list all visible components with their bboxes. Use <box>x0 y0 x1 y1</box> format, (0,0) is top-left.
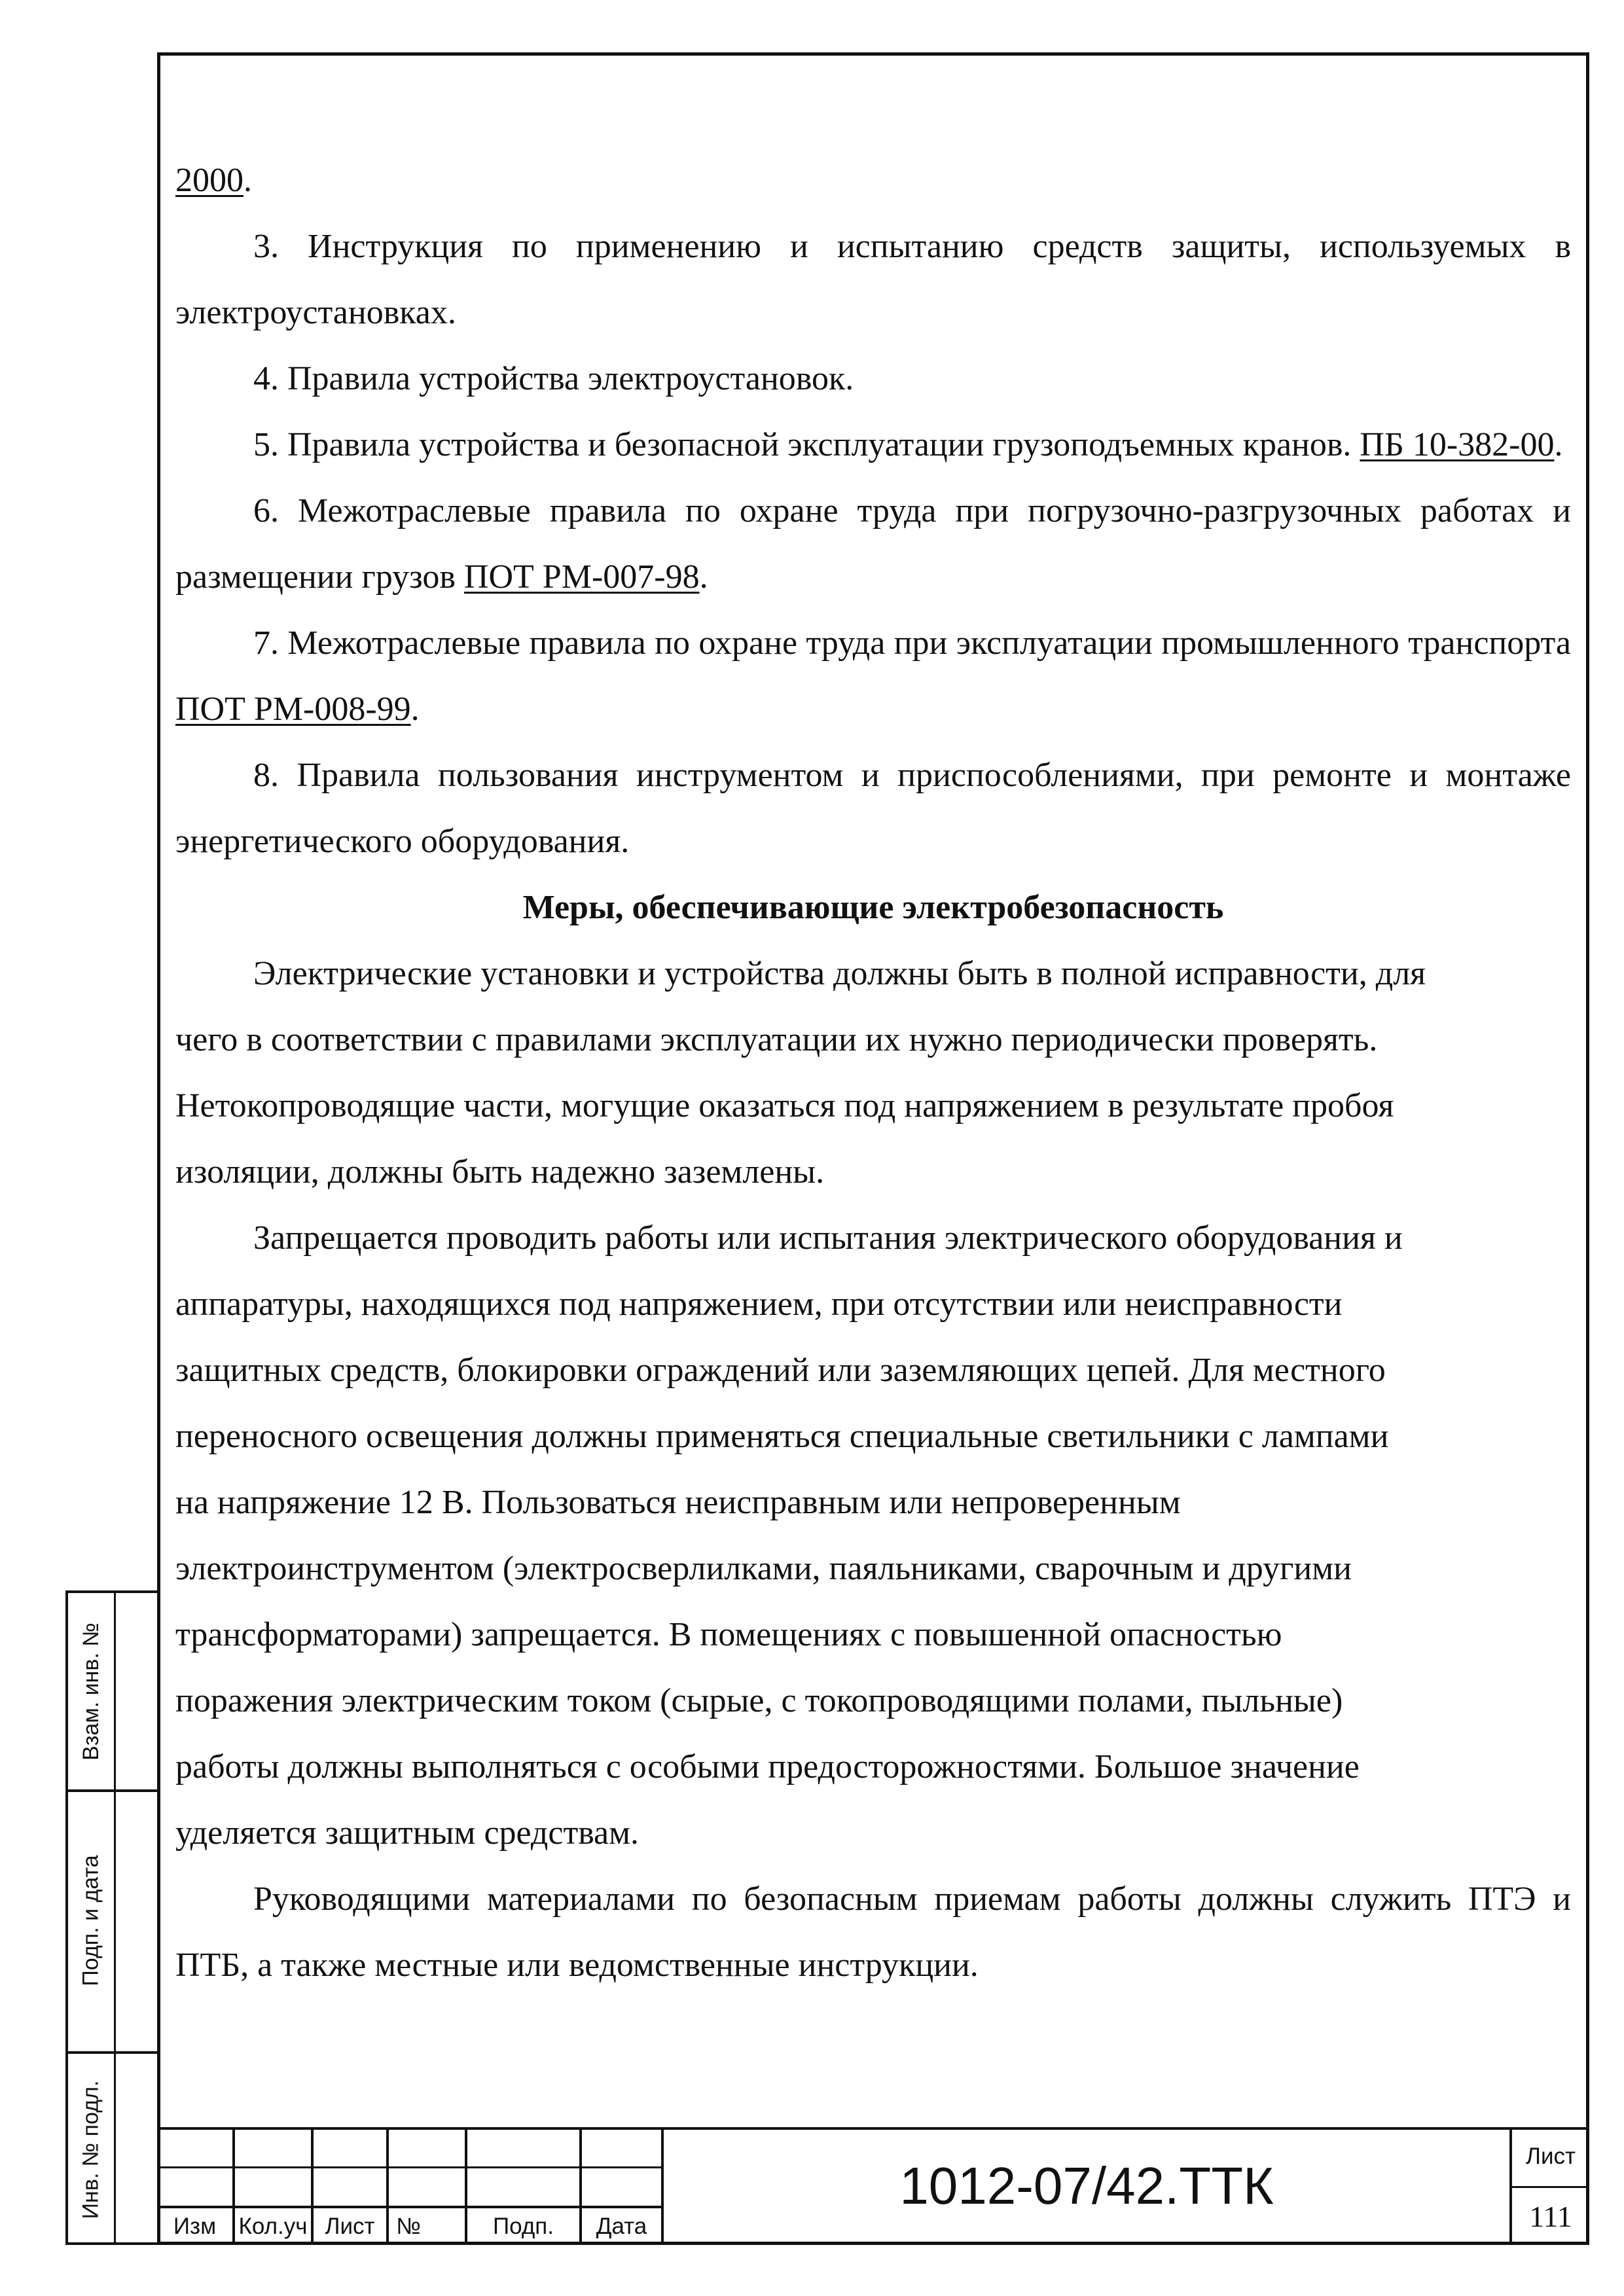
list-item-7: 7. Межотраслевые правила по охране труда при эксплуатации промышленного транспорта ПОТ РМ-008-99. <box>175 624 1571 728</box>
col-podp-header: Подп. <box>493 2214 554 2239</box>
paragraph-3: Руководящими материалами по безопасным приемам работы должны служить ПТЭ и ПТБ, а также местные или ведомственные инструкции. <box>175 1880 1571 1984</box>
continuation-line: 2000. <box>175 162 252 199</box>
sheet-number: 111 <box>1529 2200 1572 2233</box>
paragraph-2: Запрещается проводить работы или испытания электрического оборудования и аппаратуры, находящихся под напряжением, при отсутствии или неисправности защитных средств, блокировки ограждений или заземляющих цепей. Для местного переносного освещения должны применяться специальные светильники с лампами на напряжение 12 В. Пользоваться неисправным или непроверенным электроинструментом (электросверлилками, паяльниками, сварочным и другими трансформаторами) запрещается. В помещениях с повышенной опасностью поражения электрическим током (сырые, с токопроводящими полами, пыльные) работы должны выполняться с особыми предосторожностями. Большое значение уделяется защитным средствам. <box>175 1219 1403 1852</box>
stamp-inv-podl: Инв. № подл. <box>78 2080 103 2219</box>
paragraph-1: Электрические установки и устройства должны быть в полной исправности, для чего в соответствии с правилами эксплуатации их нужно периодически проверять. Нетокопроводящие части, могущие оказаться под напряжением в результате пробоя изоляции, должны быть надежно заземлены. <box>175 955 1426 1191</box>
reference-link[interactable]: 2000 <box>175 162 244 199</box>
col-number-header: № <box>396 2214 421 2239</box>
stamp-vzam-inv: Взам. инв. № <box>78 1622 103 1761</box>
section-heading: Меры, обеспечивающие электробезопасность <box>522 889 1224 926</box>
reference-link[interactable]: ПБ 10-382-00 <box>1360 426 1555 463</box>
list-item-5: 5. Правила устройства и безопасной эксплуатации грузоподъемных кранов. ПБ 10-382-00. <box>253 426 1563 463</box>
side-stamp <box>65 1590 157 2245</box>
col-kolu-header: Кол.уч <box>238 2214 308 2239</box>
col-list-header: Лист <box>325 2214 375 2239</box>
stamp-podp-data: Подп. и дата <box>78 1854 103 1986</box>
document-number: 1012-07/42.ТТК <box>899 2157 1274 2215</box>
list-item-4: 4. Правила устройства электроустановок. <box>253 360 854 397</box>
list-item-8: 8. Правила пользования инструментом и приспособлениями, при ремонте и монтаже энергетического оборудования. <box>175 757 1571 860</box>
title-block <box>157 2127 1589 2245</box>
sheet-label: Лист <box>1525 2144 1576 2169</box>
col-izm-header: Изм <box>173 2214 217 2239</box>
document-body <box>175 147 1571 1998</box>
reference-link[interactable]: ПОТ РМ-008-99 <box>175 691 411 728</box>
list-item-3: 3. Инструкция по применению и испытанию средств защиты, используемых в электроустановках. <box>175 228 1571 331</box>
col-data-header: Дата <box>596 2214 647 2239</box>
reference-link[interactable]: ПОТ РМ-007-98 <box>463 558 700 596</box>
list-item-6: 6. Межотраслевые правила по охране труда при погрузочно-разгрузочных работах и размещении грузов ПОТ РМ-007-98. <box>175 492 1571 596</box>
